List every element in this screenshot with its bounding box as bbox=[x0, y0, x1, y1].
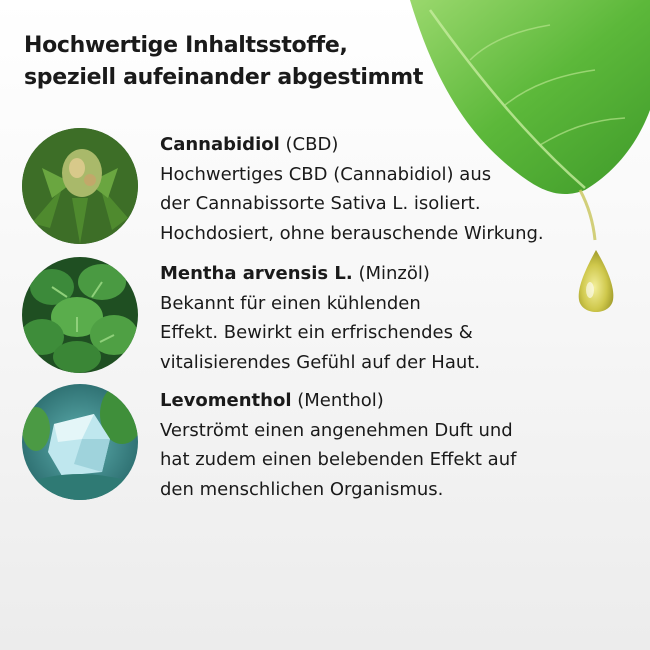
ingredient-levomenthol bbox=[22, 384, 632, 500]
description-line: Effekt. Bewirkt ein erfrischendes & bbox=[160, 322, 473, 343]
description-line: vitalisierendes Gefühl auf der Haut. bbox=[160, 351, 481, 373]
ingredient-name: Cannabidiol bbox=[160, 134, 280, 155]
description-line: der Cannabissorte Sativa L. isoliert. bbox=[160, 193, 481, 214]
headline bbox=[24, 30, 423, 94]
description-line: Bekannt für einen kühlenden bbox=[160, 292, 421, 314]
ingredient-note: (Minzöl) bbox=[358, 263, 430, 284]
description-line: den menschlichen Organismus. bbox=[160, 478, 444, 500]
ice-cube-mint-image bbox=[22, 384, 138, 500]
ingredient-cannabidiol bbox=[22, 128, 632, 244]
ingredient-text bbox=[160, 259, 630, 377]
headline-line-2: speziell aufeinander abgestimmt bbox=[24, 65, 424, 90]
cannabis-plant-image bbox=[22, 128, 138, 244]
ingredient-note: (Menthol) bbox=[297, 390, 384, 411]
description-line: hat zudem einen belebenden Effekt auf bbox=[160, 449, 517, 470]
ingredient-title bbox=[160, 259, 630, 289]
ingredient-text bbox=[160, 386, 630, 504]
ingredient-text bbox=[160, 130, 630, 248]
description-line: Hochdosiert, ohne berauschende Wirkung. bbox=[160, 222, 544, 244]
ingredient-description bbox=[160, 416, 630, 505]
ingredient-note: (CBD) bbox=[285, 134, 339, 155]
description-line: Hochwertiges CBD (Cannabidiol) aus bbox=[160, 163, 492, 185]
ingredient-title bbox=[160, 130, 630, 160]
description-line: Verströmt einen angenehmen Duft und bbox=[160, 419, 513, 441]
ingredient-description bbox=[160, 289, 630, 378]
headline-line-1: Hochwertige Inhaltsstoffe, bbox=[24, 33, 348, 58]
ingredient-mentha-arvensis bbox=[22, 257, 632, 373]
mint-leaves-image bbox=[22, 257, 138, 373]
ingredient-name: Mentha arvensis L. bbox=[160, 263, 353, 284]
ingredient-name: Levomenthol bbox=[160, 390, 292, 411]
ingredient-description bbox=[160, 160, 630, 249]
ingredient-title bbox=[160, 386, 630, 416]
